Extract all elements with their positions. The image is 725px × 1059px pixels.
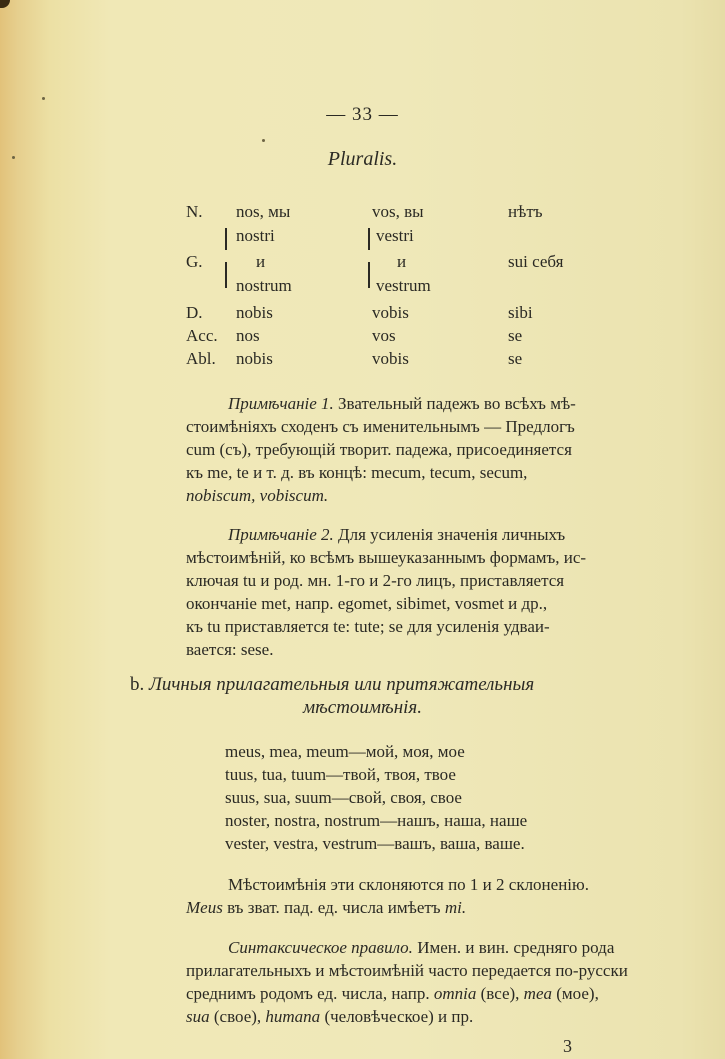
note-text: Звательный падежъ во всѣхъ мѣ-	[338, 394, 576, 413]
table-cell: nostri	[236, 226, 275, 245]
table-cell: se	[508, 326, 523, 345]
note-text: стоимѣніяхъ сходенъ съ именительнымъ — Предлогъ	[186, 417, 575, 436]
table-cell: nobis	[236, 349, 273, 368]
rule-text: (мое),	[556, 984, 599, 1003]
section-title: Pluralis.	[327, 148, 398, 170]
page-shadow	[0, 0, 10, 8]
list-item: suus, sua, suum—свой, своя, свое	[225, 788, 462, 807]
note-text: окончаніе met, напр. egomet, sibimet, vosmet и др.,	[186, 594, 548, 613]
case-label: G.	[186, 252, 203, 271]
latin-word: mea	[523, 984, 552, 1003]
rule-text: Имен. и вин. средняго рода	[417, 938, 615, 957]
table-cell: vos, вы	[372, 202, 424, 221]
section-heading: мѣстоимѣнія.	[302, 697, 423, 718]
note-heading: Примѣчаніе 2.	[228, 525, 334, 544]
note-text: въ зват. пад. ед. числа имѣетъ	[227, 898, 441, 917]
table-cell: nobis	[236, 303, 273, 322]
rule-text: (свое),	[213, 1007, 262, 1026]
paper-speck	[262, 139, 265, 142]
note-text: къ tu приставляется te: tute; se для усиленія удваи-	[186, 617, 550, 636]
table-cell: sui себя	[508, 252, 564, 271]
page-number: — 33 —	[326, 104, 399, 125]
rule-text: (человѣческое) и пр.	[324, 1007, 474, 1026]
rule-text: (все),	[480, 984, 520, 1003]
list-item: vester, vestra, vestrum—вашъ, ваша, ваше.	[225, 834, 525, 853]
case-label: Acc.	[186, 326, 218, 345]
table-cell: и	[256, 252, 266, 271]
table-cell: vos	[372, 326, 396, 345]
note-text: вается: sese.	[186, 640, 274, 659]
note-text: къ me, te и т. д. въ концѣ: mecum, tecum, secum,	[186, 463, 528, 482]
rule-text: прилагательныхъ и мѣстоимѣній часто передается по-русски	[186, 961, 628, 980]
note-text: ключая tu и род. мн. 1-го и 2-го лицъ, приставляется	[186, 571, 565, 590]
note-text: nobiscum, vobiscum.	[186, 486, 329, 505]
table-cell: nostrum	[236, 276, 292, 295]
table-cell: sibi	[508, 303, 533, 322]
rule-heading: Синтаксическое правило.	[228, 938, 413, 957]
table-cell: vobis	[372, 349, 409, 368]
note-text: Для усиленія значенія личныхъ	[338, 525, 566, 544]
table-cell: и	[397, 252, 407, 271]
brace-bar	[368, 262, 370, 288]
signature-number: 3	[563, 1036, 572, 1056]
note-text: мѣстоимѣній, ко всѣмъ вышеуказаннымъ формамъ, ис-	[186, 548, 587, 567]
case-label: Abl.	[186, 349, 216, 368]
brace-bar	[225, 228, 227, 250]
latin-word: Meus	[186, 898, 223, 917]
section-heading: Личныя прилагательныя или притяжательныя	[149, 674, 535, 695]
table-cell: nos, мы	[236, 202, 291, 221]
table-cell: se	[508, 349, 523, 368]
rule-text: среднимъ родомъ ед. числа, напр.	[186, 984, 430, 1003]
list-item: tuus, tua, tuum—твой, твоя, твое	[225, 765, 456, 784]
latin-word: omnia	[433, 984, 477, 1003]
table-cell: vobis	[372, 303, 409, 322]
brace-bar	[368, 228, 370, 250]
table-cell: нѣтъ	[508, 202, 543, 221]
latin-word: sua	[186, 1007, 210, 1026]
latin-word: mi.	[444, 898, 467, 917]
table-cell: vestrum	[376, 276, 431, 295]
list-item: noster, nostra, nostrum—нашъ, наша, наше	[225, 811, 528, 830]
note-text: Мѣстоимѣнія эти склоняются по 1 и 2 склоненію.	[228, 875, 589, 894]
table-cell: vestri	[376, 226, 414, 245]
brace-bar	[225, 262, 227, 288]
list-item: meus, mea, meum—мой, моя, мое	[225, 742, 465, 761]
table-cell: nos	[236, 326, 260, 345]
latin-word: humana	[265, 1007, 321, 1026]
note-heading: Примѣчаніе 1.	[228, 394, 334, 413]
paper-speck	[42, 97, 45, 100]
case-label: N.	[186, 202, 203, 221]
case-label: D.	[186, 303, 203, 322]
note-text: cum (съ), требующій творит. падежа, присоединяется	[186, 440, 572, 459]
section-marker: b.	[130, 674, 145, 695]
